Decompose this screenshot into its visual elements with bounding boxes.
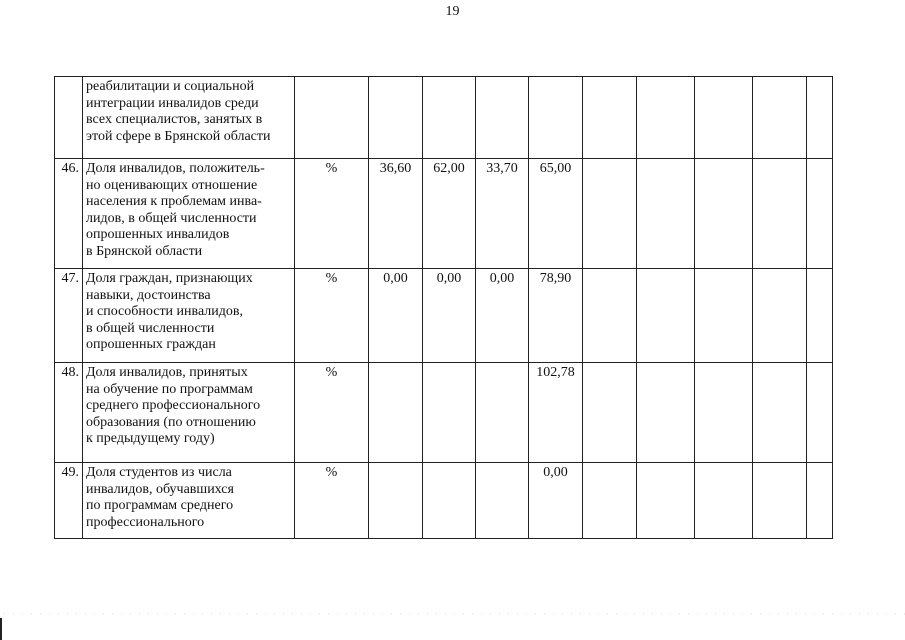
- empty-cell: [695, 363, 753, 463]
- value-cell: [369, 463, 423, 539]
- empty-cell: [695, 269, 753, 363]
- value-cell: 62,00: [423, 159, 476, 269]
- empty-cell: [583, 363, 637, 463]
- description-line: навыки, достоинства: [86, 287, 211, 303]
- empty-cell: [583, 463, 637, 539]
- value-cell: [423, 77, 476, 159]
- value-cell: [369, 363, 423, 463]
- description-line: Доля инвалидов, принятых: [86, 365, 248, 380]
- empty-cell: [807, 77, 833, 159]
- description-line: населения к проблемам инва-: [86, 194, 262, 209]
- description-line: в Брянской области: [86, 243, 203, 259]
- description-line: среднего профессионального: [86, 398, 261, 413]
- empty-cell: [807, 269, 833, 363]
- description-line: в общей численности: [86, 320, 215, 336]
- empty-cell: [753, 77, 807, 159]
- unit-cell: %: [295, 269, 369, 363]
- empty-cell: [753, 463, 807, 539]
- row-number: 46.: [55, 159, 83, 269]
- empty-cell: [583, 269, 637, 363]
- indicator-description: [83, 463, 295, 539]
- description-line: этой сфере в Брянской области: [86, 128, 271, 144]
- indicators-table: [54, 76, 833, 539]
- empty-cell: [695, 463, 753, 539]
- empty-cell: [637, 159, 695, 269]
- description-line: Доля граждан, признающих: [86, 271, 253, 286]
- indicator-description: [83, 363, 295, 463]
- description-line: Доля инвалидов, положитель-: [86, 161, 265, 176]
- empty-cell: [807, 363, 833, 463]
- empty-cell: [583, 159, 637, 269]
- description-line: и способности инвалидов,: [86, 304, 244, 319]
- description-line: реабилитации и социальной: [86, 79, 255, 94]
- table-row: [55, 77, 833, 159]
- value-cell: [476, 363, 529, 463]
- table-row: [55, 159, 833, 269]
- description-line: по программам среднего: [86, 498, 234, 513]
- value-cell: [476, 77, 529, 159]
- value-cell: 33,70: [476, 159, 529, 269]
- empty-cell: [695, 77, 753, 159]
- description-line: опрошенных граждан: [86, 337, 216, 352]
- value-cell: 0,00: [369, 269, 423, 363]
- table-row: [55, 269, 833, 363]
- description-line: к предыдущему году): [86, 431, 215, 446]
- unit-cell: %: [295, 463, 369, 539]
- indicator-description: [83, 269, 295, 363]
- empty-cell: [637, 269, 695, 363]
- description-line: инвалидов, обучавшихся: [86, 481, 234, 497]
- empty-cell: [637, 363, 695, 463]
- value-cell: [423, 463, 476, 539]
- description-line: интеграции инвалидов среди: [86, 95, 259, 111]
- row-number: 47.: [55, 269, 83, 363]
- scan-edge-mark: [0, 618, 2, 640]
- value-cell: [476, 463, 529, 539]
- empty-cell: [637, 463, 695, 539]
- indicator-description: [83, 77, 295, 159]
- value-cell: 102,78: [529, 363, 583, 463]
- empty-cell: [807, 463, 833, 539]
- table-row: [55, 463, 833, 539]
- value-cell: 78,90: [529, 269, 583, 363]
- empty-cell: [695, 159, 753, 269]
- empty-cell: [753, 269, 807, 363]
- description-line: профессионального: [86, 514, 205, 530]
- empty-cell: [807, 159, 833, 269]
- description-line: лидов, в общей численности: [86, 210, 257, 226]
- unit-cell: %: [295, 363, 369, 463]
- value-cell: 36,60: [369, 159, 423, 269]
- unit-cell: %: [295, 159, 369, 269]
- empty-cell: [753, 159, 807, 269]
- empty-cell: [637, 77, 695, 159]
- value-cell: 0,00: [476, 269, 529, 363]
- row-number: 49.: [55, 463, 83, 539]
- description-line: на обучение по программам: [86, 381, 253, 397]
- description-line: всех специалистов, занятых в: [86, 112, 263, 127]
- description-line: Доля студентов из числа: [86, 465, 232, 480]
- description-line: образования (по отношению: [86, 414, 256, 430]
- page-number: 19: [445, 4, 460, 19]
- empty-cell: [753, 363, 807, 463]
- value-cell: [529, 77, 583, 159]
- empty-cell: [583, 77, 637, 159]
- value-cell: [369, 77, 423, 159]
- scan-artifact: [0, 612, 905, 616]
- value-cell: 0,00: [423, 269, 476, 363]
- description-line: но оценивающих отношение: [86, 177, 258, 193]
- row-number: 48.: [55, 363, 83, 463]
- row-number: [55, 77, 83, 159]
- table-row: [55, 363, 833, 463]
- value-cell: [423, 363, 476, 463]
- unit-cell: [295, 77, 369, 159]
- description-line: опрошенных инвалидов: [86, 227, 230, 242]
- value-cell: 65,00: [529, 159, 583, 269]
- value-cell: 0,00: [529, 463, 583, 539]
- indicator-description: [83, 159, 295, 269]
